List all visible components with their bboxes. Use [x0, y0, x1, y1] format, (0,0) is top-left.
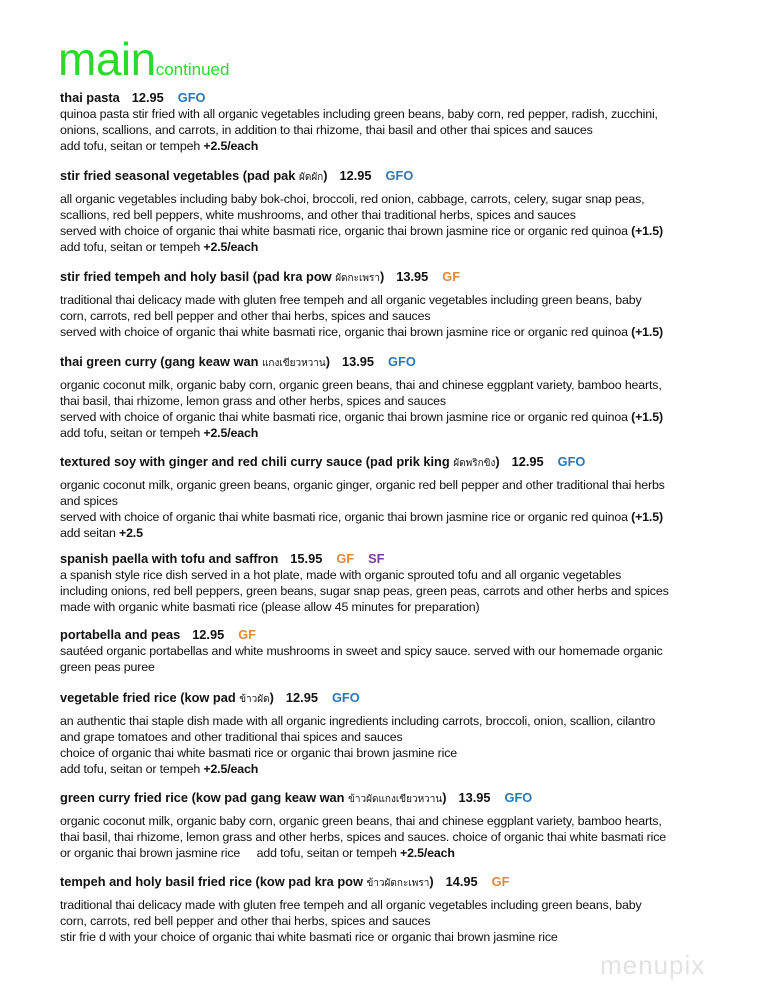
description-line [60, 239, 760, 255]
menu-item-description [60, 292, 760, 340]
heading-continued: continued [155, 60, 230, 79]
description-line [60, 829, 760, 845]
line-price-addon: (+1.5) [631, 224, 663, 238]
menu-item [60, 874, 760, 945]
menu-item-description [60, 897, 760, 945]
description-line [60, 525, 760, 541]
line-text: organic coconut milk, organic green beans, organic ginger, organic red bell pepper and other traditional thai herbs [60, 478, 665, 492]
line-text: stir frie d with your choice of organic thai white basmati rice or organic thai brown jasmine rice [60, 930, 558, 944]
item-name: stir fried tempeh and holy basil (pad kra pow [60, 269, 336, 284]
menu-item-title [60, 551, 760, 567]
item-thai-name: ข้าวผัดกะเพรา [366, 878, 430, 889]
menu-item-title [60, 790, 760, 808]
item-name-close: ) [429, 874, 434, 889]
item-name-close: ) [495, 454, 500, 469]
line-text: scallions, red bell peppers, white mushrooms, and other thai traditional herbs, spices and sauces [60, 208, 576, 222]
line-price-addon: (+1.5) [631, 325, 663, 339]
line-text: thai basil, thai rhizome, lemon grass and other herbs, spices and sauces [60, 394, 446, 408]
line-text: green peas puree [60, 660, 155, 674]
item-name-close: ) [323, 168, 328, 183]
section-heading [58, 32, 229, 86]
line-text: served with choice of organic thai white basmati rice, organic thai brown jasmine rice or organic red quinoa [60, 325, 632, 339]
description-line [60, 745, 760, 761]
description-line [60, 713, 760, 729]
item-price: 12.95 [285, 690, 318, 705]
line-text: an authentic thai staple dish made with all organic ingredients including carrots, broccoli, onion, scallion, cilantro [60, 714, 656, 728]
menu-item [60, 551, 760, 615]
description-line [60, 324, 760, 340]
line-price-addon: +2.5/each [203, 762, 259, 776]
dietary-tag: GFO [385, 168, 414, 183]
description-line [60, 583, 760, 599]
menu-item [60, 168, 760, 255]
item-price: 15.95 [290, 551, 323, 566]
description-line [60, 599, 760, 615]
line-text: served with choice of organic thai white basmati rice, organic thai brown jasmine rice or organic red quinoa [60, 410, 632, 424]
line-price-addon: (+1.5) [631, 410, 663, 424]
menu-item-title [60, 269, 760, 287]
line-text: add tofu, seitan or tempeh [60, 139, 204, 153]
item-price: 12.95 [339, 168, 372, 183]
menu-item-title [60, 168, 760, 186]
line-text: served with choice of organic thai white basmati rice, organic thai brown jasmine rice or organic red quinoa [60, 224, 632, 238]
item-name: thai green curry (gang keaw wan [60, 354, 262, 369]
menu-item [60, 354, 760, 441]
menu-item [60, 90, 760, 154]
description-line [60, 191, 760, 207]
menu-item-title [60, 627, 760, 643]
line-price-addon: +2.5/each [203, 240, 259, 254]
item-price: 12.95 [511, 454, 544, 469]
description-line [60, 929, 760, 945]
description-line [60, 913, 760, 929]
description-line [60, 393, 760, 409]
item-thai-name: แกงเขียวหวาน [261, 358, 326, 369]
item-name-close: ) [325, 354, 331, 369]
item-name: spanish paella with tofu and saffron [60, 551, 279, 566]
line-text: thai basil, thai rhizome, lemon grass and other herbs, spices and sauces. choice of organic thai white basmati rice [60, 830, 667, 844]
menu-item-description [60, 567, 760, 615]
line-text: traditional thai delicacy made with gluten free tempeh and all organic vegetables including green beans, baby [60, 898, 642, 912]
line-text: corn, carrots, red bell pepper and other thai herbs, spices and sauces [60, 309, 431, 323]
menu-item-description [60, 813, 760, 861]
menu-item [60, 454, 760, 541]
menu-item [60, 790, 760, 861]
item-name: portabella and peas [60, 627, 181, 642]
line-text: add tofu, seitan or tempeh [60, 240, 204, 254]
menu-item-title [60, 354, 760, 372]
item-price: 12.95 [192, 627, 225, 642]
description-line [60, 308, 760, 324]
menu-item [60, 627, 760, 675]
description-line [60, 477, 760, 493]
description-line [60, 659, 760, 675]
menu-item-title [60, 454, 760, 472]
description-line [60, 761, 760, 777]
description-line [60, 897, 760, 913]
dietary-tag: GF [336, 551, 355, 566]
dietary-tag: GFO [388, 354, 416, 369]
dietary-tag: GFO [557, 454, 586, 469]
description-line [60, 207, 760, 223]
menu-item-description [60, 643, 760, 675]
line-text: organic coconut milk, organic baby corn, organic green beans, thai and chinese eggplant variety, bamboo hearts, [60, 378, 662, 392]
item-price: 13.95 [458, 790, 491, 805]
line-text: or organic thai brown jasmine rice add tofu, seitan or tempeh [60, 846, 400, 860]
item-name: thai pasta [60, 90, 120, 105]
item-name-close: ) [379, 269, 385, 284]
dietary-tag: GFO [331, 690, 360, 705]
item-thai-name: ข้าวผัดแกงเขียวหวาน [348, 794, 443, 805]
item-thai-name: ข้าวผัด [239, 694, 270, 705]
dietary-tag: GFO [177, 90, 206, 105]
dietary-tag: GF [491, 874, 510, 889]
menu-item-title [60, 690, 760, 708]
item-price: 14.95 [445, 874, 478, 889]
line-price-addon: +2.5 [118, 526, 143, 540]
line-text: traditional thai delicacy made with gluten free tempeh and all organic vegetables including green beans, baby [60, 293, 642, 307]
line-text: corn, carrots, red bell pepper and other thai herbs, spices and sauces [60, 914, 431, 928]
line-text: onions, scallions, and carrots, in addition to thai rhizome, thai basil and other thai spices and sauces [60, 123, 593, 137]
line-price-addon: (+1.5) [631, 510, 663, 524]
description-line [60, 409, 760, 425]
line-text: choice of organic thai white basmati rice or organic thai brown jasmine rice [60, 746, 457, 760]
line-text: quinoa pasta stir fried with all organic vegetables including green beans, baby corn, red pepper, radish, zucchini, [60, 107, 658, 121]
description-line [60, 425, 760, 441]
dietary-tag: SF [368, 551, 385, 566]
item-thai-name: ผัดผัก [298, 172, 324, 183]
description-line [60, 122, 760, 138]
description-line [60, 643, 760, 659]
line-text: including onions, red bell peppers, green beans, sugar snap peas, green peas, carrots and other herbs and spices [60, 584, 669, 598]
description-line [60, 377, 760, 393]
dietary-tag: GF [238, 627, 256, 642]
item-name: tempeh and holy basil fried rice (kow pad kra pow [60, 874, 367, 889]
dietary-tag: GF [442, 269, 461, 284]
item-price: 13.95 [396, 269, 429, 284]
menu-item-title [60, 874, 760, 892]
description-line [60, 845, 760, 861]
watermark: menupix [600, 950, 706, 980]
line-text: a spanish style rice dish served in a hot plate, made with organic sprouted tofu and all organic vegetables [60, 568, 622, 582]
menu-item-title [60, 90, 760, 106]
item-price: 13.95 [342, 354, 375, 369]
line-text: and grape tomatoes and other traditional thai spices and sauces [60, 730, 403, 744]
item-thai-name: ผัดกะเพรา [335, 273, 380, 284]
description-line [60, 106, 760, 122]
line-text: add tofu, seitan or tempeh [60, 762, 204, 776]
item-name: green curry fried rice (kow pad gang keaw wan [60, 790, 349, 805]
line-text: sautéed organic portabellas and white mushrooms in sweet and spicy sauce. served with our homemade organic [60, 644, 663, 658]
menu-item-description [60, 191, 760, 255]
line-price-addon: +2.5/each [203, 139, 259, 153]
menu-item-description [60, 377, 760, 441]
item-name: vegetable fried rice (kow pad [60, 690, 240, 705]
line-text: add tofu, seitan or tempeh [60, 426, 204, 440]
dietary-tag: GFO [504, 790, 533, 805]
heading-main: main [58, 33, 156, 85]
description-line [60, 813, 760, 829]
line-text: organic coconut milk, organic baby corn, organic green beans, thai and chinese eggplant variety, bamboo hearts, [60, 814, 662, 828]
description-line [60, 729, 760, 745]
menu-item-description [60, 713, 760, 777]
menu-item-description [60, 477, 760, 541]
line-price-addon: +2.5/each [203, 426, 259, 440]
menu-item [60, 269, 760, 340]
line-text: all organic vegetables including baby bok-choi, broccoli, red onion, cabbage, carrots, celery, sugar snap peas, [60, 192, 645, 206]
item-name-close: ) [269, 690, 274, 705]
description-line [60, 509, 760, 525]
item-name: stir fried seasonal vegetables (pad pak [60, 168, 299, 183]
menu-item-description [60, 106, 760, 154]
description-line [60, 493, 760, 509]
line-text: made with organic white basmati rice (please allow 45 minutes for preparation) [60, 600, 480, 614]
description-line [60, 292, 760, 308]
line-text: and spices [60, 494, 118, 508]
line-text: add seitan [60, 526, 119, 540]
line-price-addon: +2.5/each [399, 846, 455, 860]
menu-item [60, 690, 760, 777]
description-line [60, 567, 760, 583]
description-line [60, 223, 760, 239]
item-thai-name: ผัดพริกขิง [453, 458, 496, 469]
item-name: textured soy with ginger and red chili curry sauce (pad prik king [60, 454, 454, 469]
item-name-close: ) [442, 790, 447, 805]
description-line [60, 138, 760, 154]
item-price: 12.95 [131, 90, 164, 105]
line-text: served with choice of organic thai white basmati rice, organic thai brown jasmine rice or organic red quinoa [60, 510, 632, 524]
